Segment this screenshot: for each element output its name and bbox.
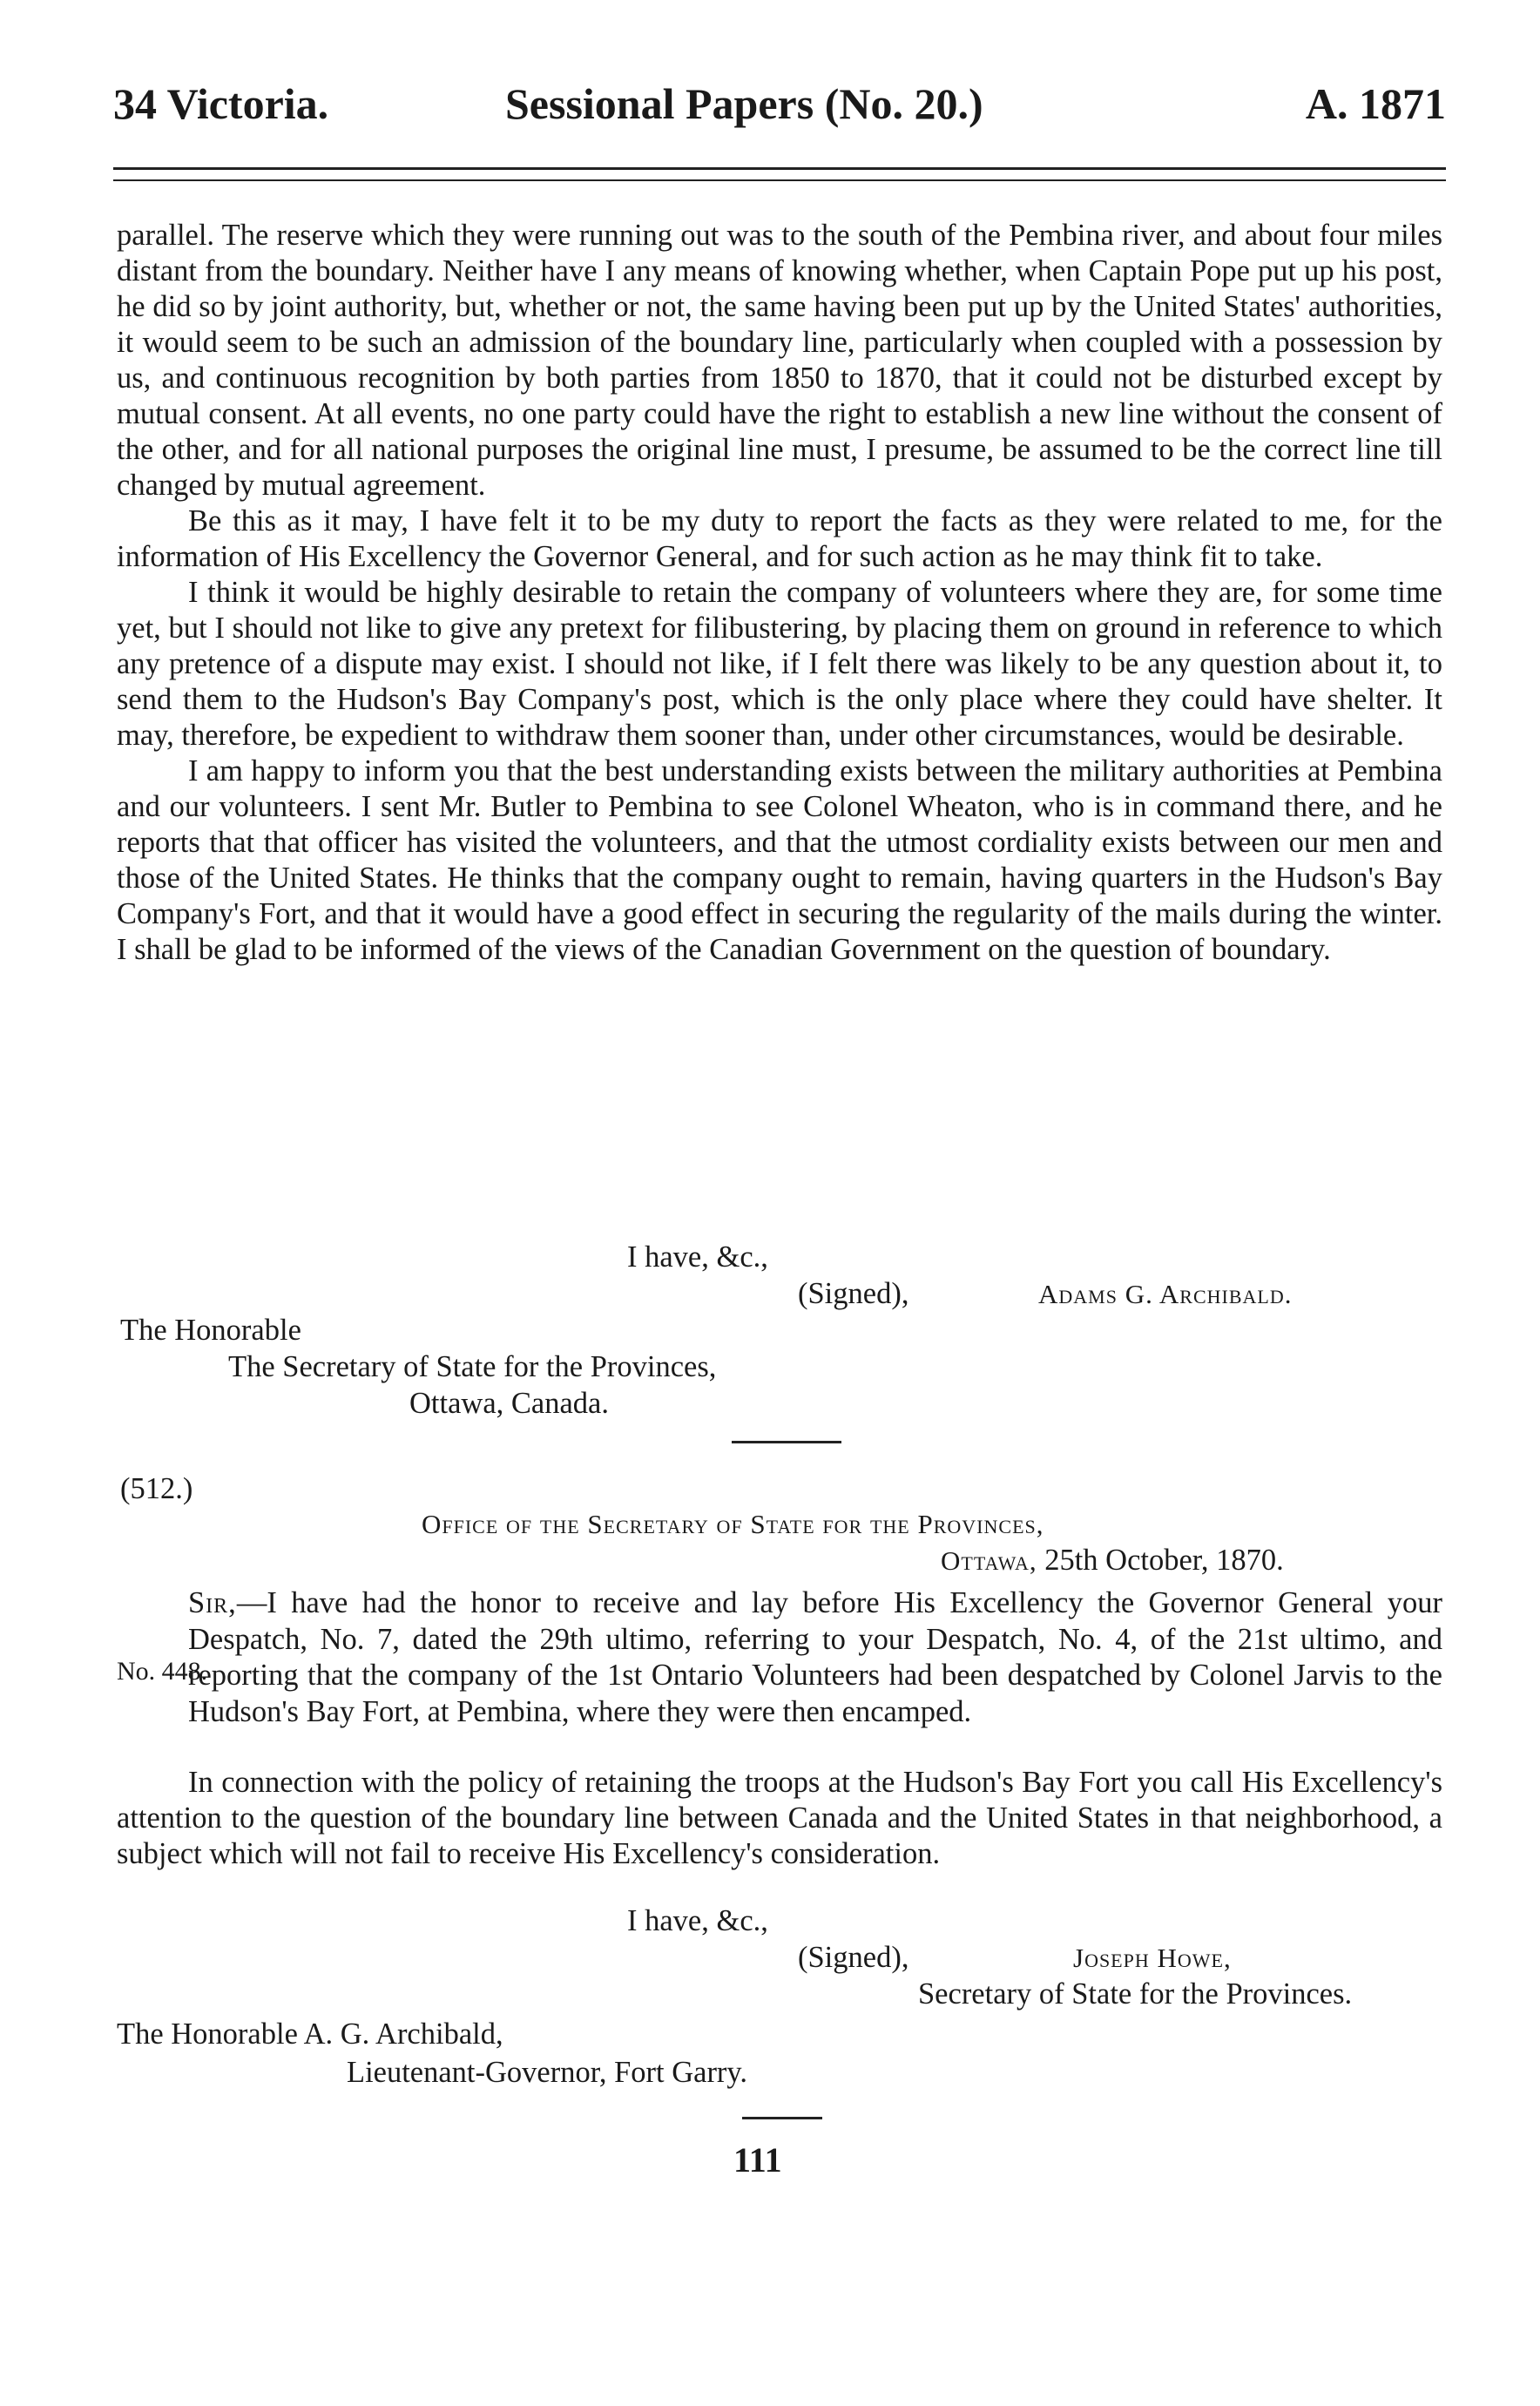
letter-1-body — [117, 218, 1442, 968]
closing: I have, &c., — [627, 1904, 768, 1937]
office-heading: Office of the Secretary of State for the Provinces, — [422, 1509, 1044, 1539]
signed-label: (Signed), — [798, 1277, 909, 1310]
addressee-line: Lieutenant-Governor, Fort Garry. — [347, 2056, 748, 2089]
addressee-line: The Honorable — [120, 1314, 301, 1347]
place: Ottawa, — [941, 1545, 1037, 1576]
header-rule — [113, 167, 1446, 170]
addressee-line: Ottawa, Canada. — [409, 1387, 609, 1420]
paragraph: Be this as it may, I have felt it to be my duty to report the facts as they were related to me, for the information of His Excellency the Governor General, and for such action as he may think fit to take. — [117, 504, 1442, 573]
footer-divider — [742, 2117, 822, 2119]
paragraph: I think it would be highly desirable to retain the company of volunteers where they are, for some time yet, but I should not like to give any pretext for filibustering, by placing them on ground in reference to which any pretence of a dispute may exist. I should not like, if I felt there was likely to be any question about it, to send them to the Hudson's Bay Company's post, which is the only place where they could have shelter. It may, therefore, be expedient to withdraw them sooner than, under other circumstances, would be desirable. — [117, 576, 1442, 752]
header-session: 34 Victoria. — [113, 79, 329, 128]
signatory-title: Secretary of State for the Provinces. — [918, 1977, 1353, 2011]
paragraph: I am happy to inform you that the best understanding exists between the military authorities at Pembina and our volunteers. I sent Mr. Butler to Pembina to see Colonel Wheaton, who is in command there, and he reports that that officer has visited the volunteers, and that the utmost cordiality exists between our men and those of the United States. He thinks that the company ought to remain, having quarters in the Hudson's Bay Company's Fort, and that it would have a good effect in securing the regularity of the mails during the winter. I shall be glad to be informed of the views of the Canadian Government on the question of boundary. — [117, 754, 1442, 966]
page-header — [113, 78, 1446, 131]
addressee-line: The Secretary of State for the Provinces, — [228, 1350, 717, 1383]
closing: I have, &c., — [627, 1240, 768, 1274]
header-rule-secondary — [113, 179, 1446, 181]
letter-2-paragraph — [188, 1585, 1442, 1730]
paragraph-text: —I have had the honor to receive and lay before His Excellency the Governor General your Despatch, No. 7, dated the 29th ultimo, referring to your Despatch, No. 4, of the 21st ultimo, and reporting that the company of the 1st Ontario Volunteers had been despatched by Colonel Jarvis to the Hudson's Bay Fort, at Pembina, where they were then encamped. — [188, 1586, 1442, 1728]
signatory: Joseph Howe, — [1073, 1943, 1232, 1973]
margin-note: No. 448. — [117, 1657, 208, 1686]
section-divider — [732, 1441, 841, 1443]
header-title: Sessional Papers (No. 20.) — [505, 79, 983, 128]
signatory: Adams G. Archibald. — [1038, 1279, 1293, 1309]
letter-2-paragraph: In connection with the policy of retaining the troops at the Hudson's Bay Fort you call His Excellency's attention to the question of the boundary line between Canada and the United States in that neighborhood, a subject which will not fail to receive His Excellency's consideration. — [117, 1766, 1442, 1870]
salutation: Sir, — [188, 1586, 237, 1619]
date: 25th October, 1870. — [1044, 1544, 1284, 1577]
despatch-number: (512.) — [120, 1472, 193, 1505]
paragraph: parallel. The reserve which they were running out was to the south of the Pembina river, and about four miles distant from the boundary. Neither have I any means of knowing whether, when Captain Pope put up his post, he did so by joint authority, but, whether or not, the same having been put up by the United States' authorities, it would seem to be such an admission of the boundary line, particularly when coupled with a possession by us, and continuous recognition by both parties from 1850 to 1870, that it could not be disturbed except by mutual consent. At all events, no one party could have the right to establish a new line without the consent of the other, and for all national purposes the original line must, I presume, be assumed to be the correct line till changed by mutual agreement. — [117, 219, 1442, 502]
signed-label: (Signed), — [798, 1941, 909, 1974]
header-year: A. 1871 — [1305, 79, 1446, 128]
place-date — [941, 1544, 1284, 1578]
addressee-line: The Honorable A. G. Archibald, — [117, 2017, 503, 2051]
page-number: 111 — [733, 2140, 782, 2180]
